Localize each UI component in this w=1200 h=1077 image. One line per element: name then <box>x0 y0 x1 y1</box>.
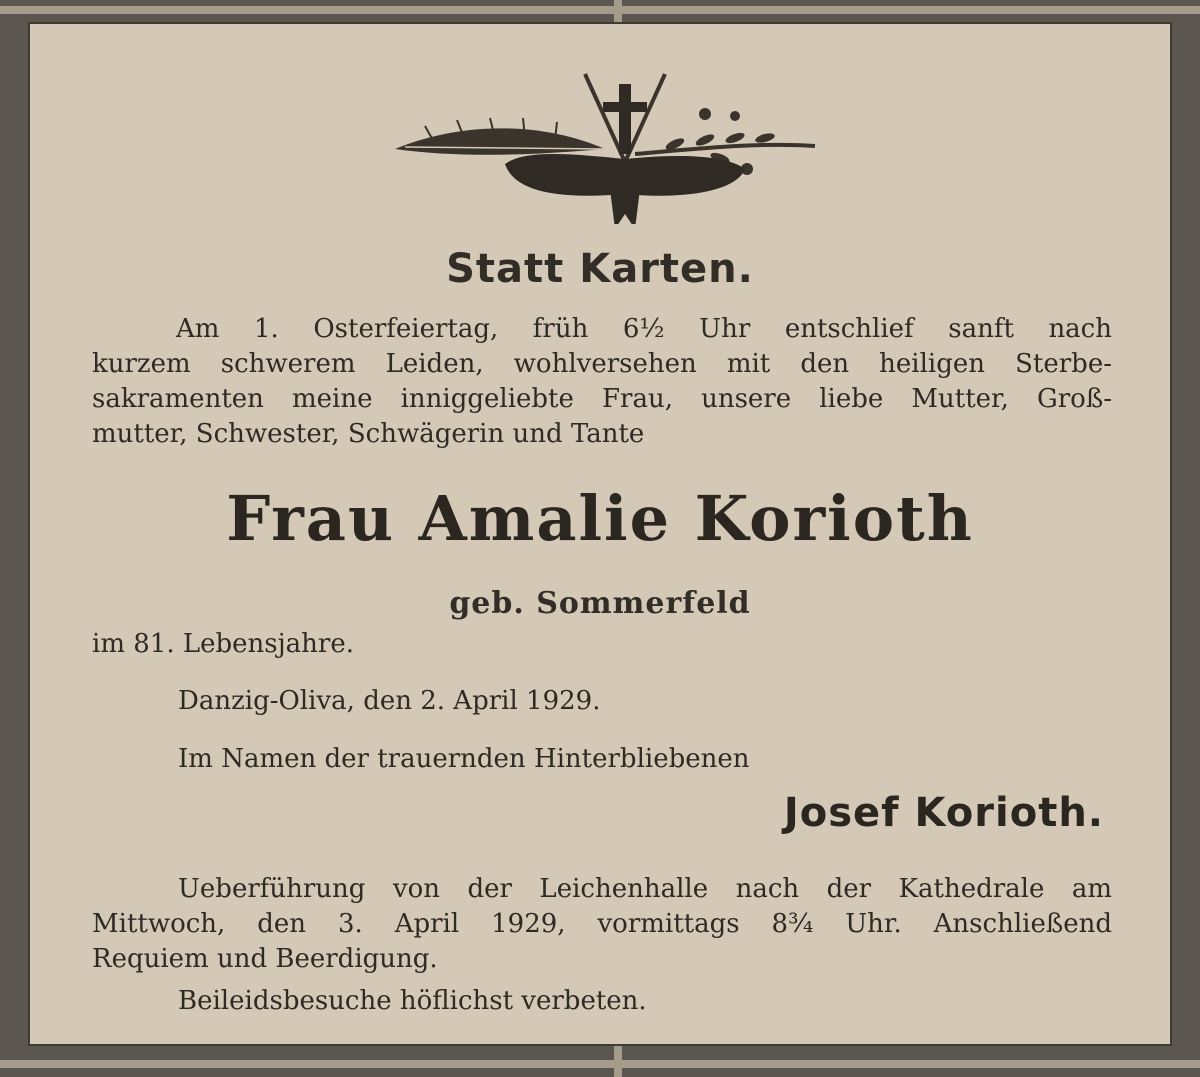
mourning-emblem-icon <box>375 54 825 224</box>
deceased-name: Frau Amalie Korioth <box>226 482 974 555</box>
place-date-line: Danzig-Oliva, den 2. April 1929. <box>178 686 601 716</box>
death-notice <box>28 22 1172 1046</box>
funeral-line: Mittwoch, den 3. April 1929, vormittags 8¾ Uhr. Anschließend <box>92 909 1112 939</box>
age-line: im 81. Lebensjahre. <box>92 629 355 659</box>
on-behalf-line: Im Namen der trauernden Hinterbliebenen <box>178 744 750 774</box>
announcement-line: mutter, Schwester, Schwägerin und Tante <box>92 419 645 449</box>
notice-heading: Statt Karten. <box>446 246 754 292</box>
signer-name: Josef Korioth. <box>783 790 1104 836</box>
funeral-line: Requiem und Beerdigung. <box>92 944 438 974</box>
announcement-line: Am 1. Osterfeiertag, früh 6½ Uhr entschlief sanft nach <box>176 314 1112 344</box>
funeral-paragraph <box>92 872 1112 977</box>
top-rule <box>0 6 1200 14</box>
announcement-line: sakramenten meine inniggeliebte Frau, unsere liebe Mutter, Groß- <box>92 384 1112 414</box>
closing-note: Beileidsbesuche höflichst verbeten. <box>178 986 647 1016</box>
maiden-name: geb. Sommerfeld <box>449 586 751 621</box>
funeral-line: Ueberführung von der Leichenhalle nach der Kathedrale am <box>178 874 1112 904</box>
announcement-line: kurzem schwerem Leiden, wohlversehen mit den heiligen Sterbe- <box>92 349 1112 379</box>
announcement-paragraph <box>92 312 1112 452</box>
bottom-rule <box>0 1060 1200 1068</box>
